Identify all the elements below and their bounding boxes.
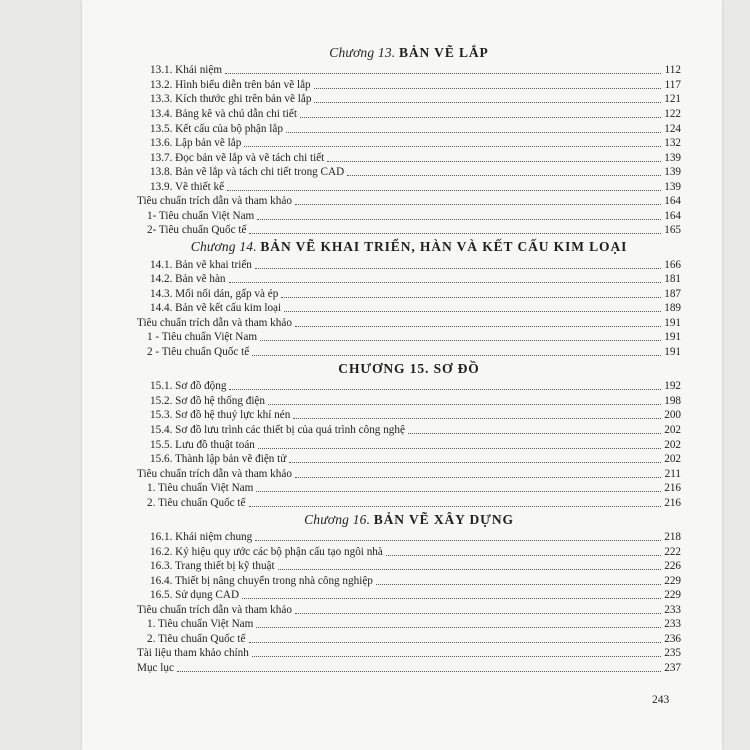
toc-entry bbox=[137, 77, 681, 92]
entry-label: 13.4. Bảng kê và chú dẫn chi tiết bbox=[150, 107, 297, 120]
toc-entry bbox=[137, 286, 681, 301]
toc-entry bbox=[137, 194, 681, 209]
entry-label: 13.6. Lập bản vẽ lắp bbox=[150, 137, 242, 150]
entry-page: 235 bbox=[664, 647, 681, 660]
toc-entry bbox=[137, 63, 681, 78]
entry-page: 164 bbox=[664, 209, 681, 222]
entry-label: 13.7. Đọc bản vẽ lắp và vẽ tách chi tiết bbox=[150, 151, 325, 164]
chapter-number: Chương 16. bbox=[304, 511, 371, 527]
entry-label: 14.3. Mối nối dán, gấp và ép bbox=[150, 287, 279, 300]
entry-label: 16.4. Thiết bị nâng chuyển trong nhà công nghiệp bbox=[150, 574, 373, 587]
toc-entry bbox=[137, 150, 681, 165]
entry-page: 216 bbox=[664, 482, 681, 495]
dot-leader bbox=[255, 540, 661, 541]
toc-entry bbox=[137, 136, 681, 151]
dot-leader bbox=[227, 190, 661, 191]
dot-leader bbox=[257, 219, 661, 220]
entry-label: 14.2. Bản vẽ hàn bbox=[150, 273, 226, 286]
chapter-title: CHƯƠNG 15. SƠ ĐỒ bbox=[338, 360, 480, 376]
dot-leader bbox=[242, 598, 661, 599]
dot-leader bbox=[289, 462, 661, 463]
entry-page: 187 bbox=[664, 287, 681, 300]
toc-entry bbox=[137, 393, 681, 408]
entry-label: 1 - Tiêu chuẩn Việt Nam bbox=[147, 331, 258, 344]
entry-page: 222 bbox=[664, 545, 681, 558]
dot-leader bbox=[293, 418, 661, 419]
entry-page: 139 bbox=[664, 151, 681, 164]
chapter-title: BẢN VẼ LẮP bbox=[398, 45, 489, 60]
dot-leader bbox=[314, 102, 661, 103]
entry-label: 15.1. Sơ đồ động bbox=[150, 380, 227, 393]
entry-page: 233 bbox=[664, 603, 681, 616]
toc-entry bbox=[137, 344, 681, 359]
toc-entry bbox=[137, 330, 681, 345]
toc-entry bbox=[137, 257, 681, 272]
entry-label: Tài liệu tham khảo chính bbox=[137, 647, 249, 660]
entry-page: 166 bbox=[664, 258, 681, 271]
entry-page: 198 bbox=[664, 394, 681, 407]
entry-label: 13.3. Kích thước ghi trên bản vẽ lắp bbox=[150, 93, 312, 106]
dot-leader bbox=[300, 117, 661, 118]
dot-leader bbox=[376, 584, 661, 585]
entry-label: 2- Tiêu chuẩn Quốc tế bbox=[147, 224, 247, 237]
toc-entry bbox=[137, 422, 681, 437]
entry-label: 14.4. Bản vẽ kết cấu kim loại bbox=[150, 302, 282, 315]
entry-label: 15.2. Sơ đồ hệ thống điện bbox=[150, 394, 265, 407]
entry-page: 211 bbox=[664, 467, 681, 480]
book-page bbox=[82, 0, 722, 750]
dot-leader bbox=[327, 161, 661, 162]
entry-label: 13.2. Hình biểu diễn trên bản vẽ lắp bbox=[150, 78, 311, 91]
chapter-number: Chương 14. bbox=[190, 239, 257, 255]
dot-leader bbox=[295, 477, 661, 478]
toc-entry bbox=[137, 452, 681, 467]
entry-label: 16.1. Khái niệm chung bbox=[150, 531, 253, 544]
entry-label: 13.5. Kết cấu của bộ phận lắp bbox=[150, 122, 283, 135]
entry-page: 202 bbox=[664, 453, 681, 466]
dot-leader bbox=[177, 671, 661, 672]
entry-label: 13.9. Vẽ thiết kế bbox=[150, 180, 225, 193]
entry-label: Tiêu chuẩn trích dẫn và tham khảo bbox=[137, 316, 292, 329]
toc-entry bbox=[137, 530, 681, 545]
entry-page: 165 bbox=[664, 224, 681, 237]
toc-entry bbox=[137, 179, 681, 194]
dot-leader bbox=[314, 88, 661, 89]
toc-entry bbox=[137, 646, 681, 661]
dot-leader bbox=[295, 613, 661, 614]
entry-page: 139 bbox=[664, 166, 681, 179]
toc-entry bbox=[137, 92, 681, 107]
toc-entry bbox=[137, 223, 681, 238]
entry-label: 1. Tiêu chuẩn Việt Nam bbox=[147, 618, 254, 631]
toc-entry bbox=[137, 602, 681, 617]
dot-leader bbox=[295, 204, 661, 205]
entry-page: 124 bbox=[664, 122, 681, 135]
entry-page: 132 bbox=[664, 137, 681, 150]
toc-entry bbox=[137, 165, 681, 180]
entry-page: 226 bbox=[664, 560, 681, 573]
entry-page: 216 bbox=[664, 496, 681, 509]
entry-label: Tiêu chuẩn trích dẫn và tham khảo bbox=[137, 467, 292, 480]
entry-page: 117 bbox=[664, 78, 681, 91]
dot-leader bbox=[286, 132, 661, 133]
dot-leader bbox=[295, 326, 661, 327]
dot-leader bbox=[284, 311, 661, 312]
entry-page: 139 bbox=[664, 180, 681, 193]
dot-leader bbox=[386, 555, 661, 556]
entry-label: 16.3. Trang thiết bị kỹ thuật bbox=[150, 560, 275, 573]
entry-page: 181 bbox=[664, 273, 681, 286]
entry-label: 14.1. Bản vẽ khai triển bbox=[150, 258, 252, 271]
dot-leader bbox=[347, 175, 661, 176]
chapter-heading bbox=[137, 43, 681, 63]
dot-leader bbox=[252, 656, 661, 657]
entry-page: 189 bbox=[664, 302, 681, 315]
toc-entry bbox=[137, 106, 681, 121]
toc-entry bbox=[137, 121, 681, 136]
entry-page: 164 bbox=[664, 195, 681, 208]
entry-page: 121 bbox=[664, 93, 681, 106]
toc-entry bbox=[137, 272, 681, 287]
entry-label: 16.2. Ký hiệu quy ước các bộ phận cấu tạo ngôi nhà bbox=[150, 545, 383, 558]
toc-entry bbox=[137, 481, 681, 496]
dot-leader bbox=[256, 491, 661, 492]
toc-entry bbox=[137, 315, 681, 330]
entry-label: 15.5. Lưu đồ thuật toán bbox=[150, 438, 255, 451]
entry-label: 1- Tiêu chuẩn Việt Nam bbox=[147, 209, 255, 222]
entry-label: Mục lục bbox=[137, 661, 174, 674]
dot-leader bbox=[252, 355, 661, 356]
entry-label: Tiêu chuẩn trích dẫn và tham khảo bbox=[137, 603, 292, 616]
entry-label: 15.4. Sơ đồ lưu trình các thiết bị của quá trình công nghệ bbox=[150, 423, 405, 436]
page-number: 243 bbox=[652, 694, 670, 706]
entry-page: 192 bbox=[664, 380, 681, 393]
toc-entry bbox=[137, 573, 681, 588]
entry-label: 2 - Tiêu chuẩn Quốc tế bbox=[147, 345, 250, 358]
entry-label: 2. Tiêu chuẩn Quốc tế bbox=[147, 632, 246, 645]
toc-entry bbox=[137, 466, 681, 481]
dot-leader bbox=[244, 146, 661, 147]
entry-page: 218 bbox=[664, 531, 681, 544]
toc-entry bbox=[137, 544, 681, 559]
dot-leader bbox=[256, 627, 661, 628]
entry-label: 13.1. Khái niệm bbox=[150, 64, 223, 77]
entry-page: 191 bbox=[664, 331, 681, 344]
dot-leader bbox=[229, 282, 662, 283]
chapter-title: BẢN VẼ XÂY DỰNG bbox=[373, 511, 514, 527]
dot-leader bbox=[225, 73, 661, 74]
chapter-number: Chương 13. bbox=[329, 45, 396, 60]
dot-leader bbox=[255, 268, 661, 269]
toc-entry bbox=[137, 495, 681, 510]
entry-page: 236 bbox=[664, 632, 681, 645]
entry-page: 200 bbox=[664, 409, 681, 422]
entry-page: 233 bbox=[664, 618, 681, 631]
toc-entry bbox=[137, 301, 681, 316]
dot-leader bbox=[281, 297, 661, 298]
entry-page: 229 bbox=[664, 589, 681, 602]
entry-label: 13.8. Bản vẽ lắp và tách chi tiết trong CAD bbox=[150, 166, 345, 179]
entry-page: 229 bbox=[664, 574, 681, 587]
toc-entry bbox=[137, 379, 681, 394]
toc-entry bbox=[137, 208, 681, 223]
entry-page: 191 bbox=[664, 316, 681, 329]
toc-entry bbox=[137, 588, 681, 603]
dot-leader bbox=[408, 433, 661, 434]
entry-label: 15.3. Sơ đồ hệ thuỷ lực khí nén bbox=[150, 409, 291, 422]
toc-entry bbox=[137, 617, 681, 632]
toc-entry bbox=[137, 559, 681, 574]
chapter-title: BẢN VẼ KHAI TRIỂN, HÀN VÀ KẾT CẤU KIM LOẠI bbox=[260, 239, 628, 255]
entry-page: 202 bbox=[664, 423, 681, 436]
dot-leader bbox=[260, 340, 661, 341]
entry-label: 15.6. Thành lập bản vẽ điện tử bbox=[150, 453, 287, 466]
entry-label: Tiêu chuẩn trích dẫn và tham khảo bbox=[137, 195, 292, 208]
entry-page: 112 bbox=[664, 64, 681, 77]
toc-entry bbox=[137, 408, 681, 423]
toc-entry bbox=[137, 660, 681, 675]
chapter-heading bbox=[137, 237, 681, 257]
dot-leader bbox=[268, 404, 661, 405]
entry-label: 16.5. Sử dụng CAD bbox=[150, 589, 240, 602]
entry-page: 191 bbox=[664, 345, 681, 358]
dot-leader bbox=[278, 569, 661, 570]
dot-leader bbox=[229, 389, 661, 390]
chapter-heading bbox=[137, 359, 681, 379]
chapter-heading bbox=[137, 510, 681, 530]
entry-page: 202 bbox=[664, 438, 681, 451]
dot-leader bbox=[249, 506, 661, 507]
entry-page: 237 bbox=[664, 661, 681, 674]
dot-leader bbox=[249, 642, 661, 643]
table-of-contents bbox=[137, 43, 681, 675]
entry-page: 122 bbox=[664, 107, 681, 120]
entry-label: 2. Tiêu chuẩn Quốc tế bbox=[147, 496, 246, 509]
dot-leader bbox=[258, 448, 661, 449]
dot-leader bbox=[249, 233, 661, 234]
toc-entry bbox=[137, 631, 681, 646]
toc-entry bbox=[137, 437, 681, 452]
entry-label: 1. Tiêu chuẩn Việt Nam bbox=[147, 482, 254, 495]
